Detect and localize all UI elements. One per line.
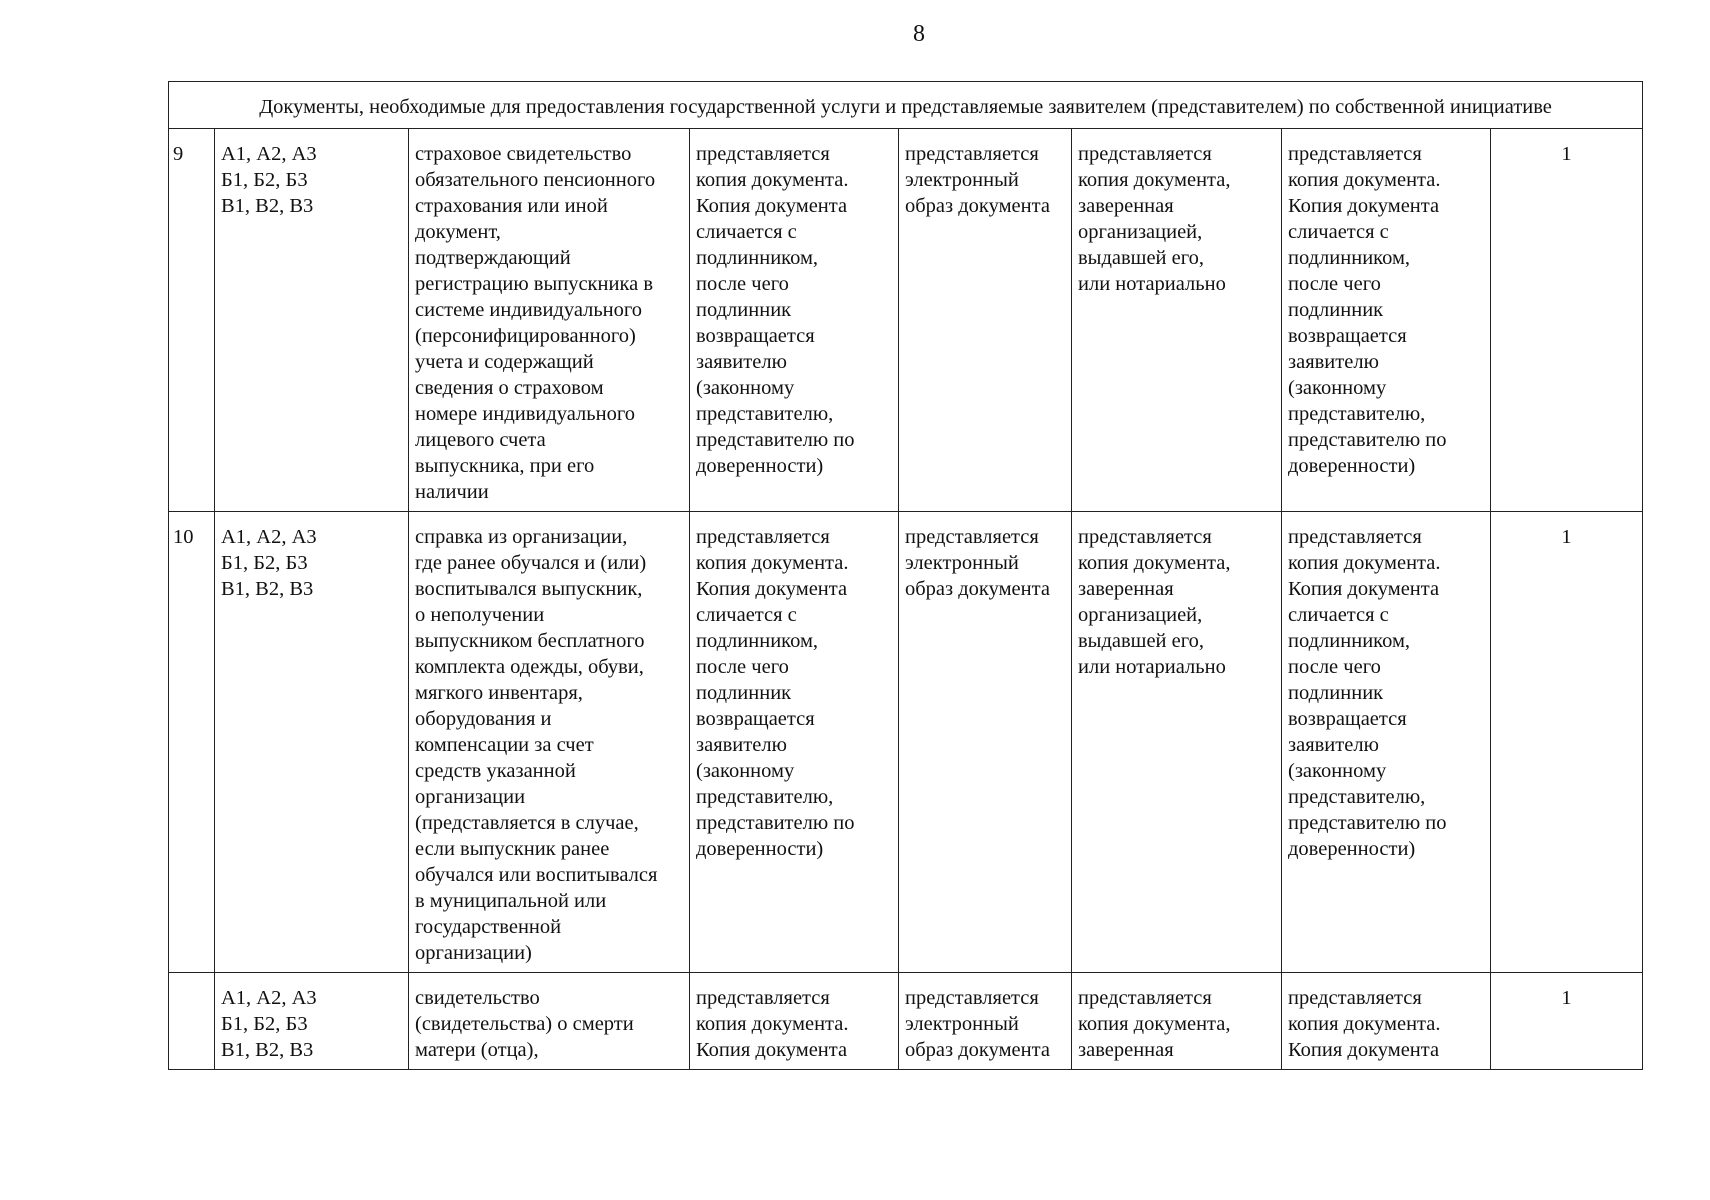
cell-text-line: заверенная [1078, 1039, 1174, 1061]
paper-form-cell [690, 512, 899, 973]
cell-text-line: В1, В2, В3 [221, 578, 314, 600]
section-header-row [169, 82, 1643, 129]
cell-text-line: подлинником, [1288, 247, 1411, 269]
cell-text-line: подлинником, [696, 247, 819, 269]
cell-text-line: А1, А2, А3 [221, 987, 317, 1009]
cell-text-line: обязательного пенсионного [415, 169, 656, 191]
cell-text-line: или нотариально [1078, 273, 1226, 295]
paper-form-cell [690, 973, 899, 1070]
cell-text-line: А1, А2, А3 [221, 526, 317, 548]
cell-text-line: доверенности) [696, 455, 824, 477]
cell-text-line: после чего [696, 273, 789, 295]
cell-text-line: государственной [415, 916, 562, 938]
cell-text-line: представителю, [696, 403, 834, 425]
cell-text-line: заверенная [1078, 578, 1174, 600]
quantity-cell: 1 [1491, 973, 1643, 1070]
cell-text-line: компенсации за счет [415, 734, 594, 756]
document-name-cell [409, 973, 690, 1070]
categories-cell [215, 512, 409, 973]
section-header: Документы, необходимые для предоставления государственной услуги и представляемые заявителем (представителем) по собственной инициативе [169, 82, 1643, 129]
cell-text-line: представляется [1288, 526, 1422, 548]
cell-text-line: возвращается [696, 325, 815, 347]
cell-text-line: копия документа. [696, 552, 849, 574]
cell-text-line: или нотариально [1078, 656, 1226, 678]
electronic-form-cell [899, 973, 1072, 1070]
document-name-cell [409, 512, 690, 973]
cell-text-line: электронный [905, 169, 1019, 191]
cell-text-line: воспитывался выпускник, [415, 578, 643, 600]
cell-text-line: заверенная [1078, 195, 1174, 217]
cell-text-line: выпускником бесплатного [415, 630, 645, 652]
document-name-cell [409, 129, 690, 512]
cell-text-line: представляется [905, 526, 1039, 548]
cell-text-line: сличается с [1288, 221, 1389, 243]
cell-text-line: (представляется в случае, [415, 812, 639, 834]
cell-text-line: (законному [696, 377, 795, 399]
cell-text-line: копия документа. [1288, 169, 1441, 191]
cell-text-line: доверенности) [696, 838, 824, 860]
mfc-form-cell [1282, 973, 1491, 1070]
cell-text-line: (законному [1288, 377, 1387, 399]
cell-text-line: средств указанной [415, 760, 576, 782]
cell-text-line: В1, В2, В3 [221, 195, 314, 217]
cell-text-line: сличается с [1288, 604, 1389, 626]
cell-text-line: А1, А2, А3 [221, 143, 317, 165]
categories-cell [215, 973, 409, 1070]
cell-text-line: представляется [1078, 526, 1212, 548]
cell-text-line: представляется [1288, 143, 1422, 165]
cell-text-line: подтверждающий [415, 247, 571, 269]
cell-text-line: заявителю [1288, 734, 1379, 756]
cell-text-line: Копия документа [696, 195, 848, 217]
page-number: 8 [913, 21, 925, 47]
cell-text-line: выдавшей его, [1078, 247, 1205, 269]
cell-text-line: организацией, [1078, 604, 1203, 626]
paper-form-cell [690, 129, 899, 512]
cell-text-line: страховое свидетельство [415, 143, 632, 165]
cell-text-line: после чего [1288, 273, 1381, 295]
cell-text-line: учета и содержащий [415, 351, 594, 373]
certified-form-cell [1072, 129, 1282, 512]
cell-text-line: образ документа [905, 195, 1050, 217]
cell-text-line: организации) [415, 942, 532, 964]
row-number: 10 [169, 512, 215, 973]
cell-text-line: страхования или иной [415, 195, 608, 217]
cell-text-line: копия документа, [1078, 552, 1231, 574]
table-row [169, 973, 1643, 1070]
cell-text-line: представляется [696, 143, 830, 165]
cell-text-line: возвращается [1288, 708, 1407, 730]
table-row [169, 129, 1643, 512]
electronic-form-cell [899, 512, 1072, 973]
cell-text-line: номере индивидуального [415, 403, 636, 425]
cell-text-line: представителю по [696, 429, 855, 451]
certified-form-cell [1072, 512, 1282, 973]
row-number: 9 [169, 129, 215, 512]
cell-text-line: обучался или воспитывался [415, 864, 658, 886]
cell-text-line: Б1, Б2, Б3 [221, 1013, 308, 1035]
cell-text-line: Б1, Б2, Б3 [221, 169, 308, 191]
cell-text-line: подлинником, [1288, 630, 1411, 652]
cell-text-line: копия документа, [1078, 169, 1231, 191]
cell-text-line: представителю по [1288, 429, 1447, 451]
cell-text-line: представителю по [1288, 812, 1447, 834]
cell-text-line: о неполучении [415, 604, 545, 626]
cell-text-line: матери (отца), [415, 1039, 539, 1061]
quantity-cell: 1 [1491, 512, 1643, 973]
cell-text-line: образ документа [905, 578, 1050, 600]
cell-text-line: представляется [1078, 987, 1212, 1009]
cell-text-line: представителю, [1288, 403, 1426, 425]
cell-text-line: копия документа, [1078, 1013, 1231, 1035]
cell-text-line: образ документа [905, 1039, 1050, 1061]
cell-text-line: электронный [905, 552, 1019, 574]
cell-text-line: представителю, [1288, 786, 1426, 808]
cell-text-line: Копия документа [1288, 195, 1440, 217]
cell-text-line: документ, [415, 221, 501, 243]
cell-text-line: в муниципальной или [415, 890, 607, 912]
mfc-form-cell [1282, 129, 1491, 512]
cell-text-line: организации [415, 786, 526, 808]
cell-text-line: представляется [696, 526, 830, 548]
cell-text-line: копия документа. [1288, 552, 1441, 574]
table-row [169, 512, 1643, 973]
cell-text-line: заявителю [1288, 351, 1379, 373]
cell-text-line: (законному [1288, 760, 1387, 782]
documents-table [168, 81, 1643, 1070]
cell-text-line: (свидетельства) о смерти [415, 1013, 634, 1035]
cell-text-line: представляется [905, 143, 1039, 165]
cell-text-line: Копия документа [696, 1039, 848, 1061]
cell-text-line: копия документа. [696, 1013, 849, 1035]
cell-text-line: мягкого инвентаря, [415, 682, 583, 704]
cell-text-line: В1, В2, В3 [221, 1039, 314, 1061]
row-number [169, 973, 215, 1070]
cell-text-line: если выпускник ранее [415, 838, 610, 860]
cell-text-line: (персонифицированного) [415, 325, 636, 347]
mfc-form-cell [1282, 512, 1491, 973]
cell-text-line: копия документа. [696, 169, 849, 191]
cell-text-line: сличается с [696, 221, 797, 243]
categories-cell [215, 129, 409, 512]
electronic-form-cell [899, 129, 1072, 512]
cell-text-line: доверенности) [1288, 455, 1416, 477]
cell-text-line: Б1, Б2, Б3 [221, 552, 308, 574]
cell-text-line: представляется [696, 987, 830, 1009]
cell-text-line: представителю по [696, 812, 855, 834]
cell-text-line: подлинник [696, 682, 792, 704]
cell-text-line: наличии [415, 481, 489, 503]
cell-text-line: сведения о страховом [415, 377, 604, 399]
cell-text-line: возвращается [1288, 325, 1407, 347]
cell-text-line: представителю, [696, 786, 834, 808]
quantity-cell: 1 [1491, 129, 1643, 512]
cell-text-line: справка из организации, [415, 526, 628, 548]
cell-text-line: где ранее обучался и (или) [415, 552, 647, 574]
certified-form-cell [1072, 973, 1282, 1070]
cell-text-line: представляется [905, 987, 1039, 1009]
cell-text-line: подлинником, [696, 630, 819, 652]
cell-text-line: свидетельство [415, 987, 540, 1009]
cell-text-line: подлинник [1288, 682, 1384, 704]
cell-text-line: (законному [696, 760, 795, 782]
cell-text-line: возвращается [696, 708, 815, 730]
cell-text-line: лицевого счета [415, 429, 546, 451]
cell-text-line: Копия документа [1288, 1039, 1440, 1061]
cell-text-line: представляется [1078, 143, 1212, 165]
cell-text-line: подлинник [696, 299, 792, 321]
cell-text-line: Копия документа [1288, 578, 1440, 600]
cell-text-line: системе индивидуального [415, 299, 643, 321]
cell-text-line: оборудования и [415, 708, 552, 730]
cell-text-line: представляется [1288, 987, 1422, 1009]
cell-text-line: организацией, [1078, 221, 1203, 243]
cell-text-line: копия документа. [1288, 1013, 1441, 1035]
cell-text-line: доверенности) [1288, 838, 1416, 860]
cell-text-line: после чего [696, 656, 789, 678]
cell-text-line: выпускника, при его [415, 455, 595, 477]
cell-text-line: Копия документа [696, 578, 848, 600]
cell-text-line: заявителю [696, 734, 787, 756]
cell-text-line: подлинник [1288, 299, 1384, 321]
cell-text-line: электронный [905, 1013, 1019, 1035]
cell-text-line: регистрацию выпускника в [415, 273, 653, 295]
cell-text-line: после чего [1288, 656, 1381, 678]
cell-text-line: комплекта одежды, обуви, [415, 656, 644, 678]
cell-text-line: выдавшей его, [1078, 630, 1205, 652]
cell-text-line: сличается с [696, 604, 797, 626]
cell-text-line: заявителю [696, 351, 787, 373]
